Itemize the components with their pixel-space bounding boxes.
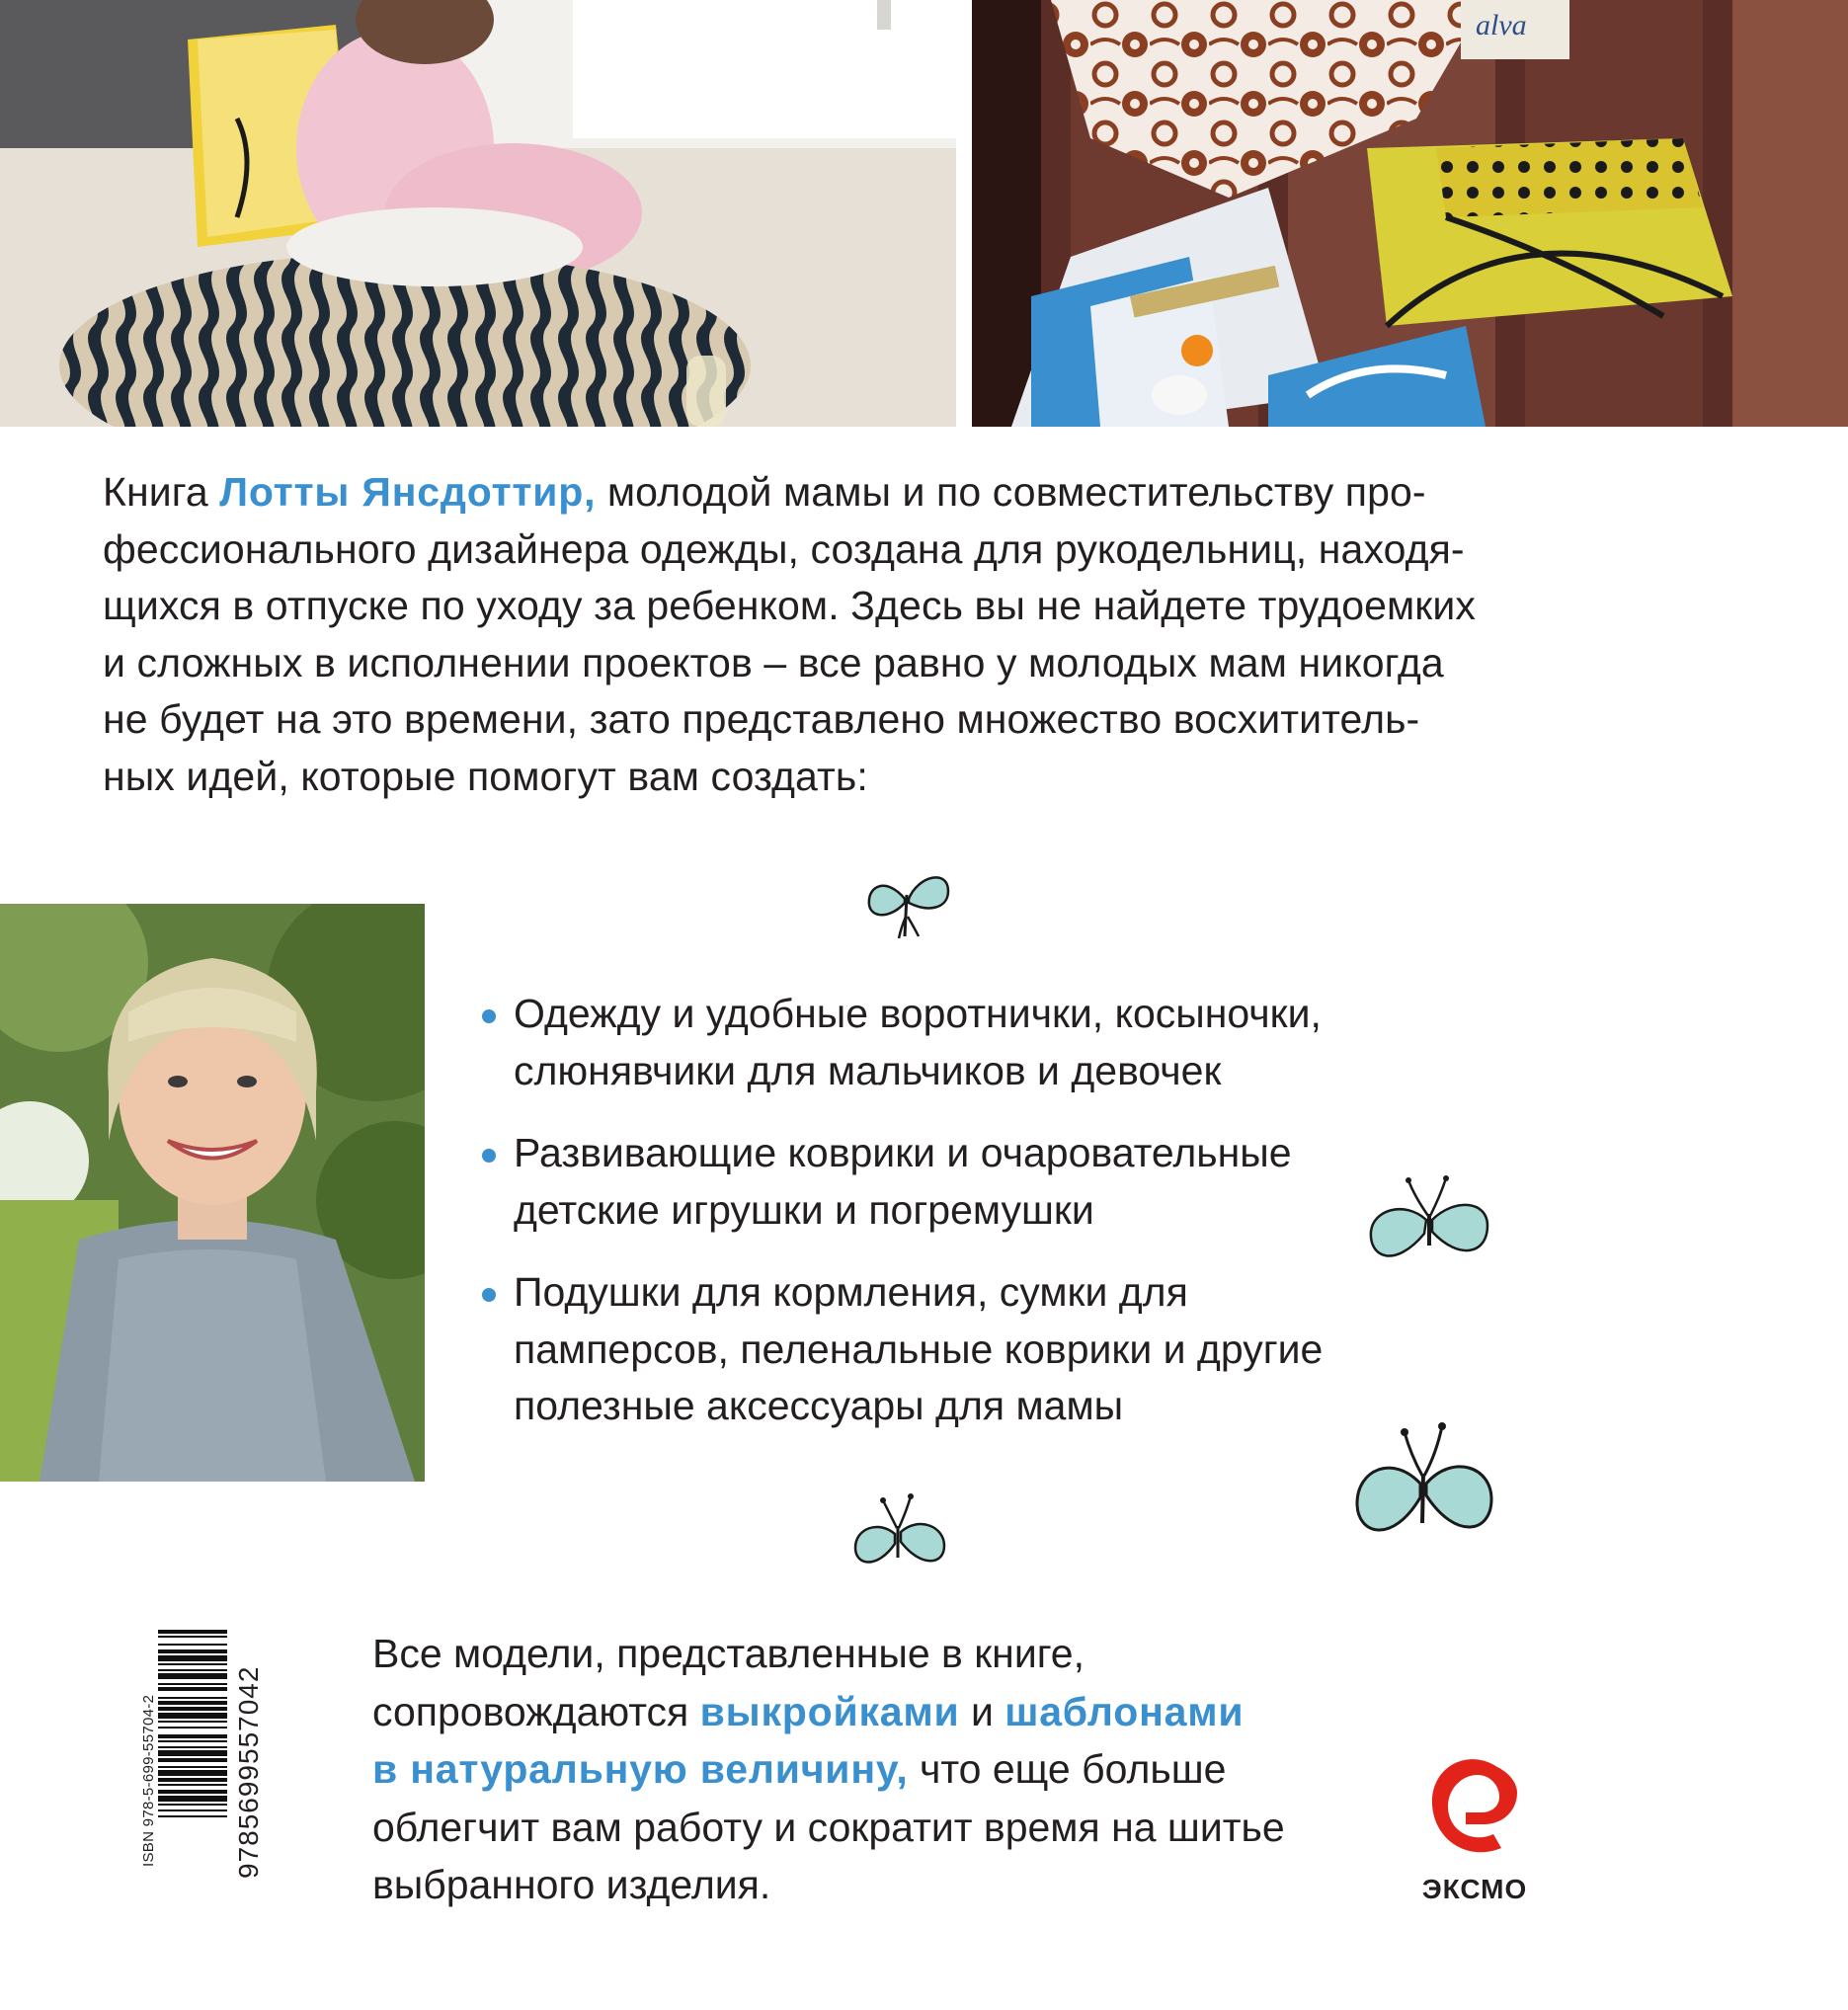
list-item-text: Подушки для кормления, сумки для	[514, 1269, 1188, 1315]
photo-brand-text: alva	[1476, 9, 1527, 41]
closing-line	[372, 1740, 1459, 1799]
barcode-bar	[158, 1796, 227, 1802]
highlight-patterns: выкройками	[699, 1688, 960, 1734]
photo-sewn-bags	[972, 0, 1848, 427]
list-item	[478, 1125, 1466, 1239]
logo-text: ЭКСМО	[1421, 1874, 1528, 1904]
list-item-text: полезные аксессуары для мамы	[514, 1383, 1124, 1428]
barcode-bar	[158, 1750, 227, 1756]
feature-list	[478, 986, 1466, 1461]
barcode-bar	[158, 1790, 227, 1794]
barcode-bar	[158, 1778, 227, 1782]
highlight-full-size: в натуральную величину,	[372, 1746, 909, 1792]
intro-line: ных идей, которые помогут вам создать:	[103, 753, 868, 799]
barcode-bar	[158, 1809, 227, 1811]
closing-paragraph	[372, 1625, 1459, 1914]
intro-text: молодой мамы и по совместительству про-	[596, 469, 1426, 515]
barcode-bar	[158, 1697, 227, 1699]
barcode-bar	[158, 1636, 227, 1638]
isbn-number: ISBN 978-5-699-55704-2	[140, 1694, 157, 1867]
list-item-text: детские игрушки и погремушки	[514, 1186, 1094, 1233]
bullet-icon	[482, 1009, 496, 1023]
barcode-bar	[158, 1740, 227, 1742]
intro-line	[103, 464, 1565, 522]
barcode-bar	[158, 1721, 227, 1723]
butterfly-icon	[849, 1487, 948, 1575]
barcode-bar	[158, 1644, 227, 1646]
closing-line: выбранного изделия.	[372, 1862, 771, 1907]
barcode-digits: 9785699557042	[233, 1665, 264, 1879]
barcode-bar	[158, 1815, 227, 1817]
list-item	[478, 986, 1466, 1099]
photo-author-portrait	[0, 904, 425, 1482]
closing-line	[372, 1683, 1459, 1741]
barcode-bar	[158, 1734, 227, 1738]
bullet-icon	[482, 1149, 496, 1163]
photo-baby-reading	[0, 0, 956, 427]
barcode-bar	[158, 1687, 227, 1691]
barcode-bar	[158, 1701, 227, 1705]
barcode-bars	[158, 1630, 227, 1877]
barcode-bar	[158, 1784, 227, 1786]
closing-line: Все модели, представленные в книге,	[372, 1631, 1085, 1676]
barcode-bar	[158, 1707, 227, 1711]
list-item-text: Развивающие коврики и очаровательные	[514, 1130, 1292, 1175]
intro-line: фессионального дизайнера одежды, создана для рукодельниц, находя-	[103, 525, 1465, 572]
butterfly-icon	[857, 847, 956, 946]
barcode-bar	[158, 1766, 227, 1768]
list-item-text: Одежду и удобные воротнички, косыночки,	[514, 991, 1322, 1036]
intro-line: щихся в отпуске по уходу за ребенком. Здесь вы не найдете трудоемких	[103, 583, 1476, 628]
list-item	[478, 1264, 1466, 1435]
barcode-bar	[158, 1655, 227, 1661]
barcode-bar	[158, 1683, 227, 1685]
closing-text: сопровождаются	[372, 1688, 700, 1734]
closing-text: и	[959, 1688, 1005, 1734]
highlight-templates: шаблонами	[1004, 1688, 1245, 1734]
closing-text: что еще больше	[908, 1746, 1227, 1792]
list-item-text: слюнявчики для мальчиков и девочек	[514, 1047, 1222, 1093]
barcode-bar	[158, 1713, 227, 1719]
barcode-bar	[158, 1758, 227, 1762]
barcode-bar	[158, 1804, 227, 1806]
intro-paragraph	[103, 464, 1565, 805]
barcode-bar	[158, 1770, 227, 1776]
eksmo-logo-icon	[1428, 1753, 1523, 1862]
barcode-bar	[158, 1727, 227, 1729]
intro-text: Книга	[103, 469, 220, 515]
bullet-icon	[482, 1288, 496, 1302]
barcode-bar	[158, 1663, 227, 1665]
intro-line: и сложных в исполнении проектов – все равно у молодых мам никогда	[103, 639, 1444, 685]
author-name: Лотты Янсдоттир,	[219, 469, 597, 515]
closing-line: облегчит вам работу и сократит время на шитье	[372, 1804, 1285, 1850]
barcode-bar	[158, 1630, 227, 1634]
barcode-bar	[158, 1746, 227, 1748]
intro-line: не будет на это времени, зато представлено множество восхититель-	[103, 696, 1420, 742]
barcode-bar	[158, 1649, 227, 1653]
barcode-bar	[158, 1669, 227, 1671]
publisher-logo	[1410, 1753, 1539, 1911]
barcode-bar	[158, 1673, 227, 1679]
list-item-text: памперсов, пеленальные коврики и другие	[514, 1326, 1324, 1372]
